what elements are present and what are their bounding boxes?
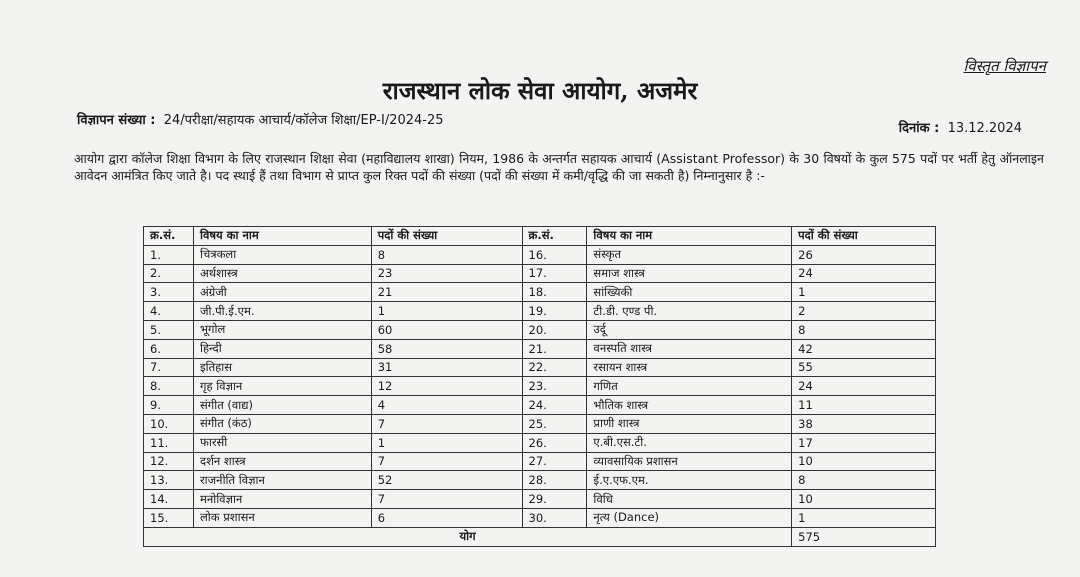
subject-cell: प्राणी शास्त्र xyxy=(587,414,792,433)
subject-cell: अर्थशास्त्र xyxy=(193,264,371,283)
serial-cell: 25. xyxy=(522,414,587,433)
intro-paragraph: आयोग द्वारा कॉलेज शिक्षा विभाग के लिए राजस्थान शिक्षा सेवा (महाविद्यालय शाखा) नियम, 1986 के अन्तर्गत सहायक आचार्य (Assistant Professor) के 30 विषयों के कुल 575 पदों पर भर्ती हेतु ऑनलाइन आवेदन आमंत्रित किए जाते है। पद स्थाई हैं तथा विभाग से प्राप्त कुल रिक्त पदों की संख्या (पदों की संख्या में कमी/वृद्धि की जा सकती है) निम्नानुसार है :- xyxy=(74,151,1044,183)
posts-cell: 31 xyxy=(371,358,522,377)
subject-cell: सांख्यिकी xyxy=(587,283,792,302)
serial-cell: 9. xyxy=(144,396,194,415)
table-row xyxy=(144,414,936,433)
serial-cell: 7. xyxy=(144,358,194,377)
total-value: 575 xyxy=(792,527,936,546)
posts-cell: 6 xyxy=(371,508,522,527)
serial-cell: 18. xyxy=(522,283,587,302)
subject-cell: चित्रकला xyxy=(193,245,371,264)
col-header: क्र.सं. xyxy=(144,227,194,246)
posts-cell: 1 xyxy=(792,283,936,302)
serial-cell: 1. xyxy=(144,245,194,264)
advertisement-number-value: 24/परीक्षा/सहायक आचार्य/कॉलेज शिक्षा/EP-I/2024-25 xyxy=(163,113,444,128)
serial-cell: 6. xyxy=(144,339,194,358)
posts-cell: 8 xyxy=(792,471,936,490)
subject-cell: ई.ए.एफ.एम. xyxy=(587,471,792,490)
posts-cell: 52 xyxy=(371,471,522,490)
posts-cell: 2 xyxy=(792,302,936,321)
serial-cell: 24. xyxy=(522,396,587,415)
table-row xyxy=(144,377,936,396)
posts-cell: 24 xyxy=(792,264,936,283)
subject-cell: हिन्दी xyxy=(193,339,371,358)
serial-cell: 22. xyxy=(522,358,587,377)
serial-cell: 4. xyxy=(144,302,194,321)
posts-cell: 55 xyxy=(792,358,936,377)
subject-cell: इतिहास xyxy=(193,358,371,377)
subject-cell: संस्कृत xyxy=(587,245,792,264)
posts-cell: 11 xyxy=(792,396,936,415)
subject-cell: समाज शास्त्र xyxy=(587,264,792,283)
posts-cell: 1 xyxy=(371,433,522,452)
posts-cell: 8 xyxy=(371,245,522,264)
posts-cell: 1 xyxy=(371,302,522,321)
advertisement-date xyxy=(899,118,1022,136)
subject-cell: विधि xyxy=(587,490,792,509)
subject-cell: राजनीति विज्ञान xyxy=(193,471,371,490)
col-header: विषय का नाम xyxy=(193,227,371,246)
serial-cell: 3. xyxy=(144,283,194,302)
table-row xyxy=(144,433,936,452)
total-label: योग xyxy=(144,527,792,546)
serial-cell: 11. xyxy=(144,433,194,452)
serial-cell: 17. xyxy=(522,264,587,283)
posts-cell: 42 xyxy=(792,339,936,358)
serial-cell: 16. xyxy=(522,245,587,264)
posts-cell: 26 xyxy=(792,245,936,264)
commission-title: राजस्थान लोक सेवा आयोग, अजमेर xyxy=(382,76,698,105)
subject-cell: दर्शन शास्त्र xyxy=(193,452,371,471)
col-header: पदों की संख्या xyxy=(371,227,522,246)
posts-cell: 21 xyxy=(371,283,522,302)
serial-cell: 29. xyxy=(522,490,587,509)
subject-cell: फारसी xyxy=(193,433,371,452)
serial-cell: 30. xyxy=(522,508,587,527)
subject-cell: अंग्रेजी xyxy=(193,283,371,302)
posts-cell: 24 xyxy=(792,377,936,396)
table-row xyxy=(144,302,936,321)
posts-cell: 10 xyxy=(792,490,936,509)
col-header: विषय का नाम xyxy=(587,227,792,246)
posts-cell: 8 xyxy=(792,320,936,339)
serial-cell: 27. xyxy=(522,452,587,471)
table-row xyxy=(144,339,936,358)
posts-cell: 12 xyxy=(371,377,522,396)
serial-cell: 2. xyxy=(144,264,194,283)
serial-cell: 15. xyxy=(144,508,194,527)
table-row xyxy=(144,508,936,527)
subject-cell: भौतिक शास्त्र xyxy=(587,396,792,415)
col-header: क्र.सं. xyxy=(522,227,587,246)
posts-cell: 17 xyxy=(792,433,936,452)
posts-cell: 60 xyxy=(371,320,522,339)
subject-cell: गृह विज्ञान xyxy=(193,377,371,396)
date-label: दिनांक : xyxy=(898,121,940,136)
subject-cell: भूगोल xyxy=(193,320,371,339)
serial-cell: 21. xyxy=(522,339,587,358)
subject-cell: ए.बी.एस.टी. xyxy=(587,433,792,452)
serial-cell: 10. xyxy=(144,414,194,433)
posts-cell: 7 xyxy=(371,452,522,471)
posts-cell: 10 xyxy=(792,452,936,471)
serial-cell: 12. xyxy=(144,452,194,471)
table-header-row xyxy=(144,227,936,246)
posts-cell: 58 xyxy=(371,339,522,358)
serial-cell: 5. xyxy=(144,320,194,339)
serial-cell: 23. xyxy=(522,377,587,396)
posts-cell: 7 xyxy=(371,414,522,433)
table-row xyxy=(144,396,936,415)
subject-cell: नृत्य (Dance) xyxy=(587,508,792,527)
serial-cell: 28. xyxy=(522,471,587,490)
subject-cell: उर्दू xyxy=(587,320,792,339)
table-row xyxy=(144,358,936,377)
posts-cell: 1 xyxy=(792,508,936,527)
serial-cell: 14. xyxy=(144,490,194,509)
table-row xyxy=(144,320,936,339)
table-row xyxy=(144,245,936,264)
subject-cell: लोक प्रशासन xyxy=(193,508,371,527)
subject-cell: गणित xyxy=(587,377,792,396)
table-row xyxy=(144,283,936,302)
table-row xyxy=(144,452,936,471)
serial-cell: 20. xyxy=(522,320,587,339)
posts-cell: 23 xyxy=(371,264,522,283)
posts-cell: 4 xyxy=(371,396,522,415)
subject-cell: टी.डी. एण्ड पी. xyxy=(587,302,792,321)
advertisement-number xyxy=(77,110,444,128)
serial-cell: 13. xyxy=(144,471,194,490)
posts-cell: 38 xyxy=(792,414,936,433)
serial-cell: 26. xyxy=(522,433,587,452)
date-value: 13.12.2024 xyxy=(947,121,1022,136)
col-header: पदों की संख्या xyxy=(792,227,936,246)
subject-cell: संगीत (कंठ) xyxy=(193,414,371,433)
vacancy-table xyxy=(143,226,936,547)
serial-cell: 19. xyxy=(522,302,587,321)
detailed-advertisement-tag: विस्तृत विज्ञापन xyxy=(963,57,1046,75)
subject-cell: जी.पी.ई.एम. xyxy=(193,302,371,321)
subject-cell: संगीत (वाद्य) xyxy=(193,396,371,415)
serial-cell: 8. xyxy=(144,377,194,396)
subject-cell: वनस्पति शास्त्र xyxy=(587,339,792,358)
posts-cell: 7 xyxy=(371,490,522,509)
table-row xyxy=(144,264,936,283)
advertisement-number-label: विज्ञापन संख्या : xyxy=(77,113,156,128)
subject-cell: मनोविज्ञान xyxy=(193,490,371,509)
table-row xyxy=(144,490,936,509)
subject-cell: व्यावसायिक प्रशासन xyxy=(587,452,792,471)
subject-cell: रसायन शास्त्र xyxy=(587,358,792,377)
total-row xyxy=(144,527,936,546)
table-row xyxy=(144,471,936,490)
